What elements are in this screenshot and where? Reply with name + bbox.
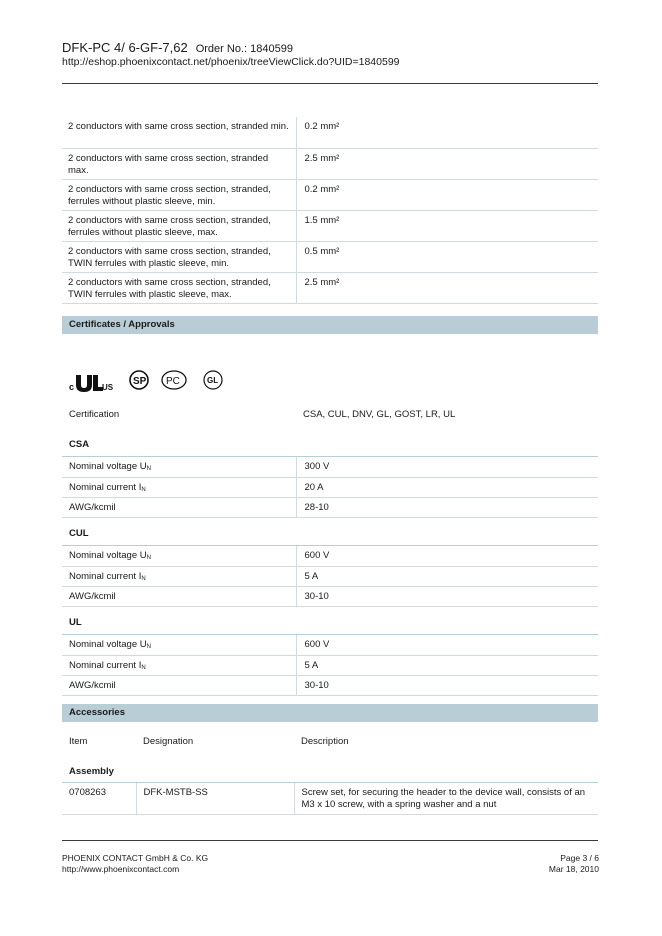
current-value: 20 A: [296, 477, 598, 497]
header-divider: [62, 83, 598, 84]
col-description: Description: [301, 736, 349, 747]
row-label: 2 conductors with same cross section, stranded, TWIN ferrules with plastic sleeve, max.: [62, 272, 296, 303]
row-value: 0.2 mm²: [296, 179, 598, 210]
table-row: [62, 457, 598, 477]
print-date: Mar 18, 2010: [548, 864, 599, 874]
table-row: [62, 566, 598, 586]
conductor-table: [62, 117, 598, 304]
col-item: Item: [69, 736, 88, 747]
current-label: Nominal current $I_N$: [62, 566, 296, 586]
row-label: 2 conductors with same cross section, stranded, TWIN ferrules with plastic sleeve, min.: [62, 241, 296, 272]
table-row: [62, 148, 598, 179]
awg-value: 30-10: [296, 675, 598, 695]
table-row: [62, 497, 598, 517]
group-heading-ul: UL: [69, 617, 82, 628]
document-header: [62, 40, 293, 55]
voltage-value: 600 V: [296, 546, 598, 566]
product-url[interactable]: http://eshop.phoenixcontact.net/phoenix/treeViewClick.do?UID=1840599: [62, 56, 400, 68]
table-row: [62, 655, 598, 675]
row-label: 2 conductors with same cross section, stranded min.: [62, 117, 296, 148]
company-name: PHOENIX CONTACT GmbH & Co. KG: [62, 853, 209, 863]
row-label: 2 conductors with same cross section, stranded, ferrules without plastic sleeve, min.: [62, 179, 296, 210]
table-row: [62, 586, 598, 606]
gl-logo-icon: [202, 368, 224, 392]
voltage-value: 300 V: [296, 457, 598, 477]
current-label: Nominal current $I_N$: [62, 655, 296, 675]
row-value: 0.5 mm²: [296, 241, 598, 272]
approval-logos: [68, 368, 238, 396]
table-row: [62, 635, 598, 655]
group-heading-cul: CUL: [69, 528, 89, 539]
awg-value: 28-10: [296, 497, 598, 517]
csa-logo-icon: [128, 368, 150, 392]
table-row: [62, 546, 598, 566]
gost-logo-text: PC: [166, 376, 180, 387]
awg-label: AWG/kcmil: [62, 497, 296, 517]
gost-logo-icon: [160, 368, 188, 392]
page-number: Page 3 / 6: [560, 853, 599, 863]
awg-label: AWG/kcmil: [62, 586, 296, 606]
company-website[interactable]: http://www.phoenixcontact.com: [62, 864, 180, 874]
current-value: 5 A: [296, 566, 598, 586]
table-row: [62, 477, 598, 497]
certification-label: Certification: [69, 409, 120, 420]
table-row: [62, 272, 598, 303]
voltage-label: Nominal voltage $U_N$: [62, 457, 296, 477]
table-row: [62, 210, 598, 241]
footer-left: [62, 853, 208, 875]
cul-logo-us: US: [102, 383, 114, 392]
footer-right: [549, 853, 599, 875]
accessories-table: [62, 783, 598, 815]
voltage-label: Nominal voltage $U_N$: [62, 635, 296, 655]
item-description: Screw set, for securing the header to the device wall, consists of an M3 x 10 screw, with a spring washer and a nut: [294, 783, 598, 814]
accessories-section-header: Accessories: [62, 704, 598, 722]
row-value: 2.5 mm²: [296, 148, 598, 179]
row-value: 2.5 mm²: [296, 272, 598, 303]
table-row: [62, 117, 598, 148]
item-number: 0708263: [62, 783, 136, 814]
accessory-group-assembly: Assembly: [69, 766, 114, 777]
footer-divider: [62, 840, 598, 841]
row-label: 2 conductors with same cross section, stranded, ferrules without plastic sleeve, max.: [62, 210, 296, 241]
order-number: Order No.: 1840599: [195, 43, 293, 55]
cul-logo-c: c: [69, 382, 75, 392]
csa-logo-text: SP: [133, 376, 147, 387]
table-row: [62, 783, 598, 814]
awg-value: 30-10: [296, 586, 598, 606]
voltage-value: 600 V: [296, 635, 598, 655]
current-label: Nominal current $I_N$: [62, 477, 296, 497]
row-value: 0.2 mm²: [296, 117, 598, 148]
gl-logo-text: GL: [207, 376, 219, 385]
awg-label: AWG/kcmil: [62, 675, 296, 695]
product-name: DFK-PC 4/ 6-GF-7,62: [62, 40, 188, 55]
row-value: 1.5 mm²: [296, 210, 598, 241]
row-label: 2 conductors with same cross section, stranded max.: [62, 148, 296, 179]
table-row: [62, 675, 598, 695]
cul-spec-table: [62, 546, 598, 607]
group-heading-csa: CSA: [69, 439, 90, 450]
col-designation: Designation: [143, 736, 194, 747]
cul-logo-icon: [68, 368, 116, 394]
csa-spec-table: [62, 457, 598, 518]
table-row: [62, 179, 598, 210]
current-value: 5 A: [296, 655, 598, 675]
certification-value: CSA, CUL, DNV, GL, GOST, LR, UL: [303, 409, 456, 420]
voltage-label: Nominal voltage $U_N$: [62, 546, 296, 566]
certificates-section-header: Certificates / Approvals: [62, 316, 598, 334]
ul-spec-table: [62, 635, 598, 696]
table-row: [62, 241, 598, 272]
item-designation: DFK-MSTB-SS: [136, 783, 294, 814]
